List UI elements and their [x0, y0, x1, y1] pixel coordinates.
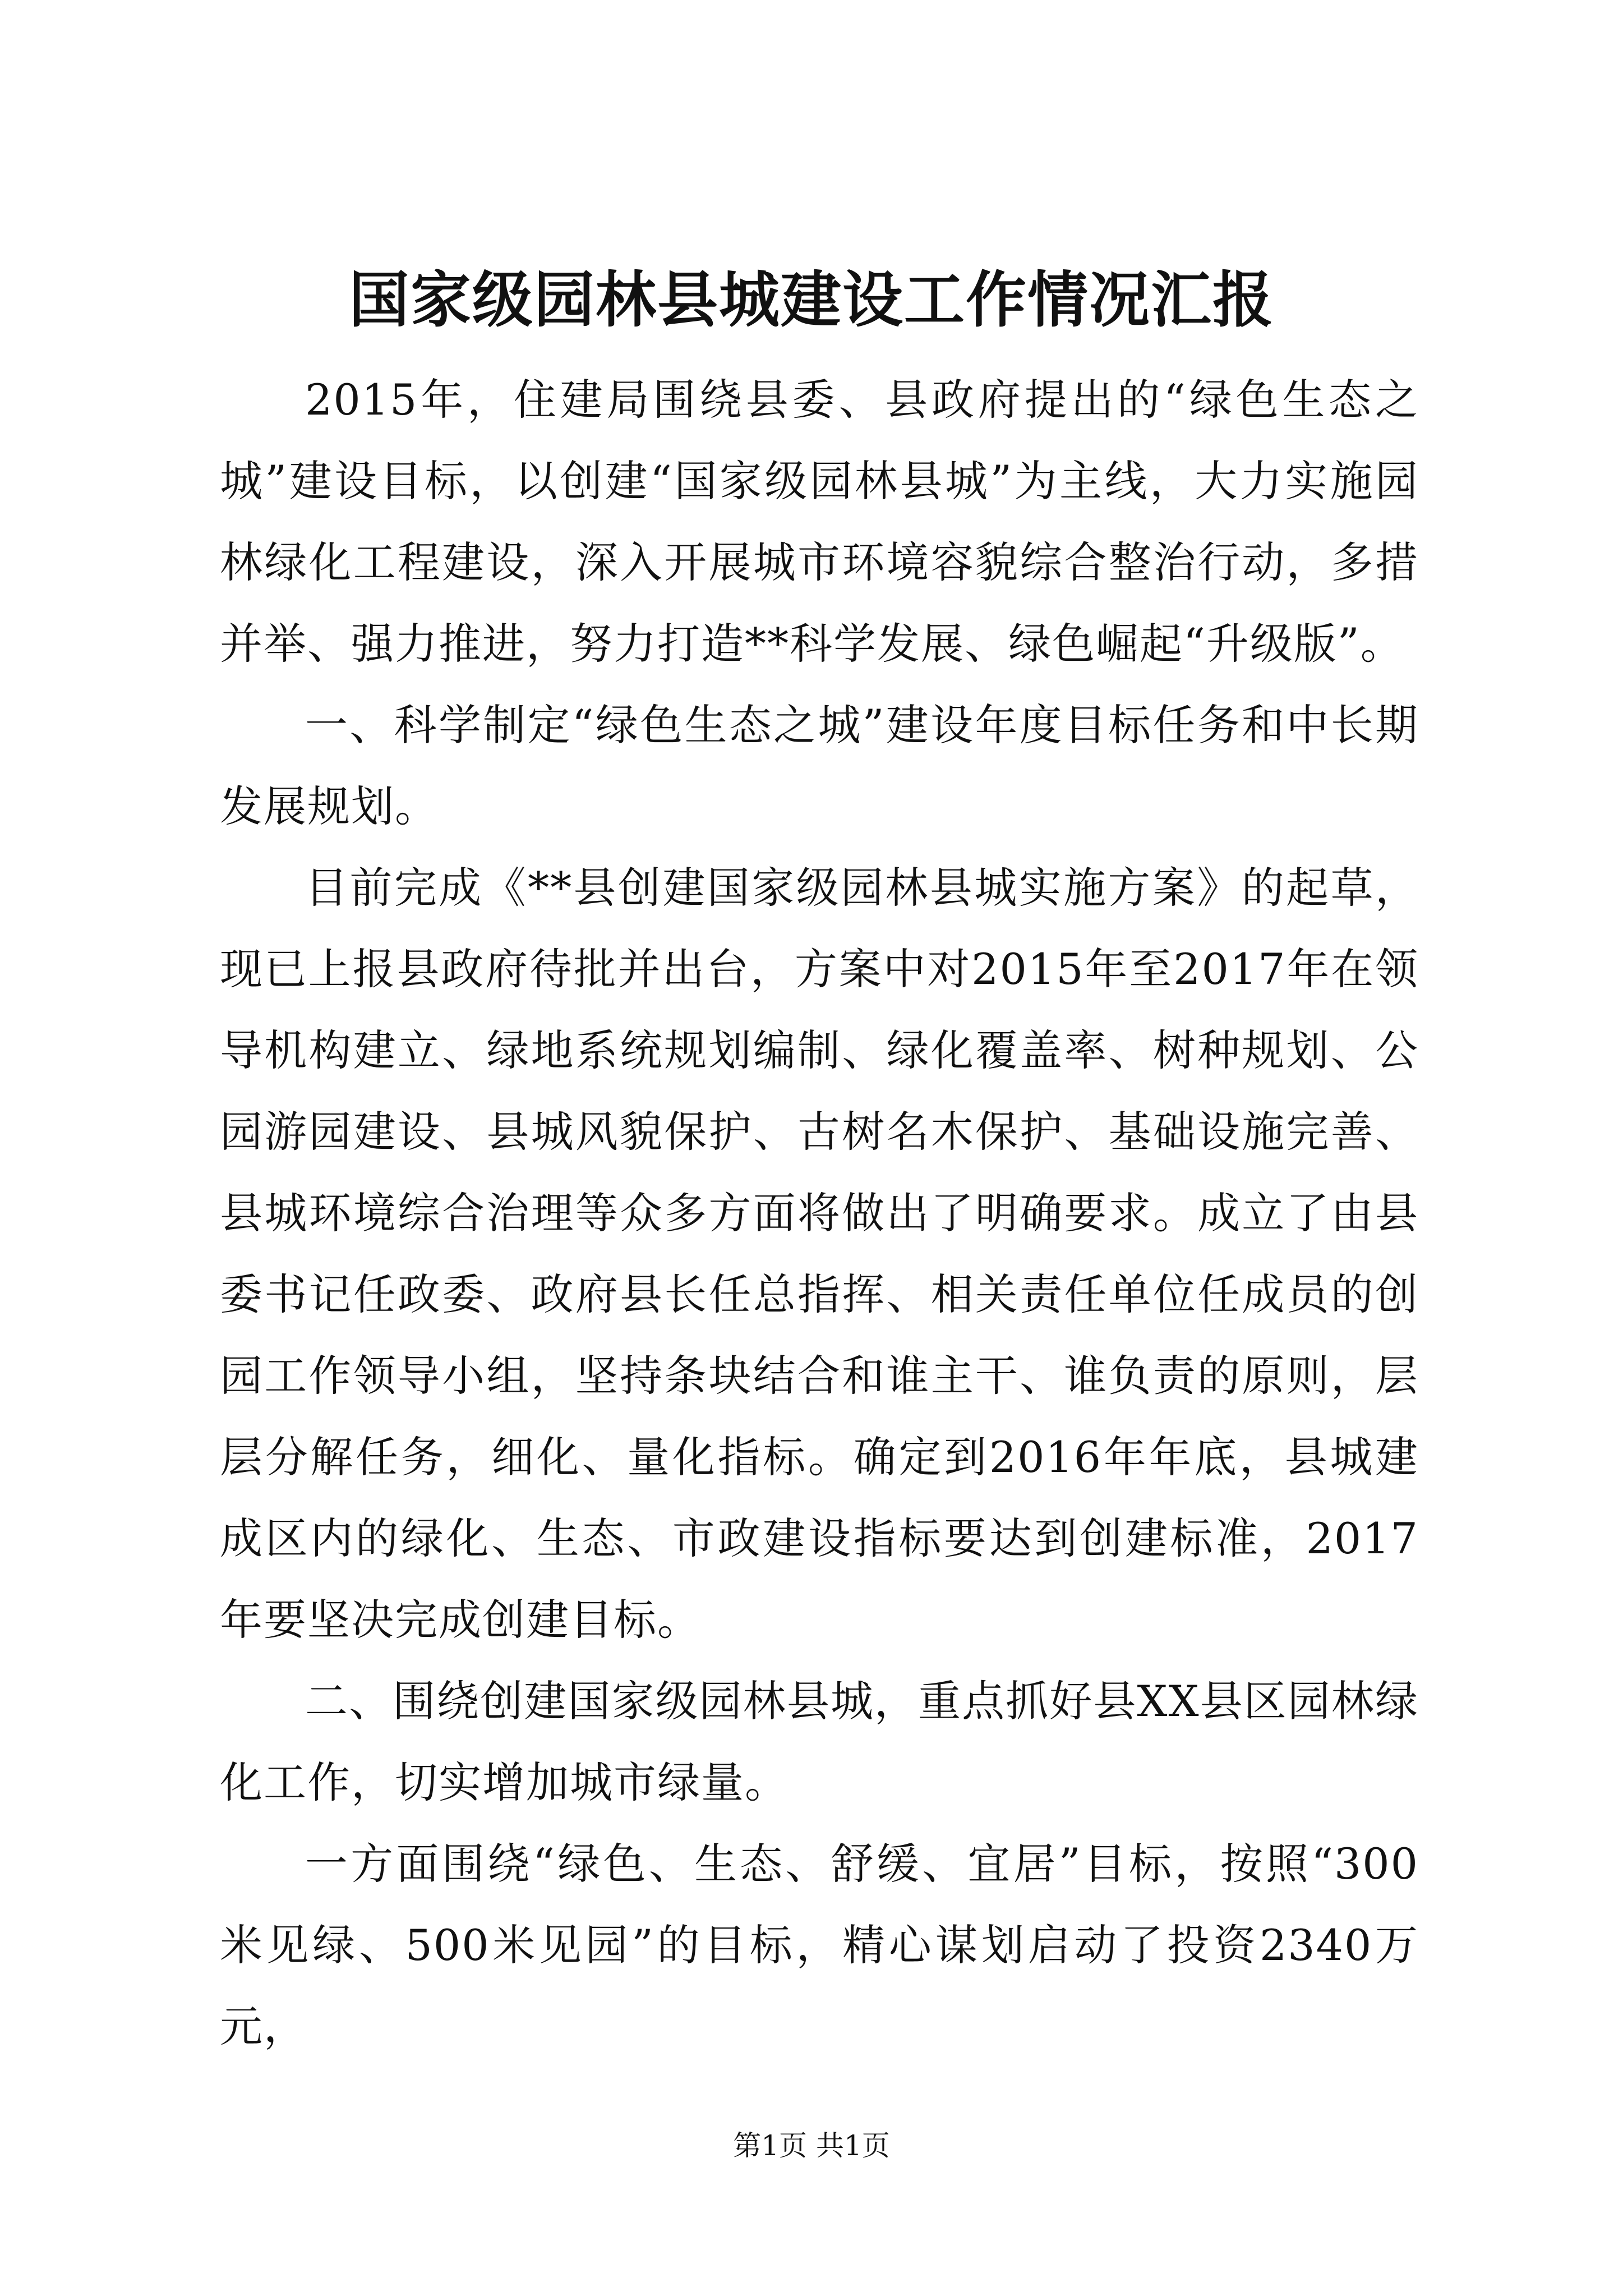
paragraph-intro: 2015年，住建局围绕县委、县政府提出的“绿色生态之城”建设目标，以创建“国家级园林县城”为主线，大力实施园林绿化工程建设，深入开展城市环境容貌综合整治行动，多措并举、强力推进，努力打造**科学发展、绿色崛起“升级版”。 — [220, 375, 1419, 669]
section-heading-1: 一、科学制定“绿色生态之城”建设年度目标任务和中长期发展规划。 — [220, 700, 1419, 831]
section-heading-2: 二、围绕创建国家级园林县城，重点抓好县XX县区园林绿化工作，切实增加城市绿量。 — [220, 1676, 1419, 1807]
page-footer: 第1页 共1页 — [733, 2129, 890, 2162]
paragraph-section-2: 一方面围绕“绿色、生态、舒缓、宜居”目标，按照“300米见绿、500米见园”的目标，精心谋划启动了投资2340万元， — [220, 1839, 1419, 2051]
paragraph-section-1: 目前完成《**县创建国家级园林县城实施方案》的起草，现已上报县政府待批并出台，方案中对2015年至2017年在领导机构建立、绿地系统规划编制、绿化覆盖率、树种规划、公园游园建设、县城风貌保护、古树名木保护、基础设施完善、县城环境综合治理等众多方面将做出了明确要求。成立了由县委书记任政委、政府县长任总指挥、相关责任单位任成员的创园工作领导小组，坚持条块结合和谁主干、谁负责的原则，层层分解任务，细化、量化指标。确定到2016年年底，县城建成区内的绿化、生态、市政建设指标要达到创建标准，2017年要坚决完成创建目标。 — [220, 863, 1419, 1645]
document-title: 国家级园林县城建设工作情况汇报 — [348, 265, 1274, 335]
document-body — [220, 359, 1419, 2067]
